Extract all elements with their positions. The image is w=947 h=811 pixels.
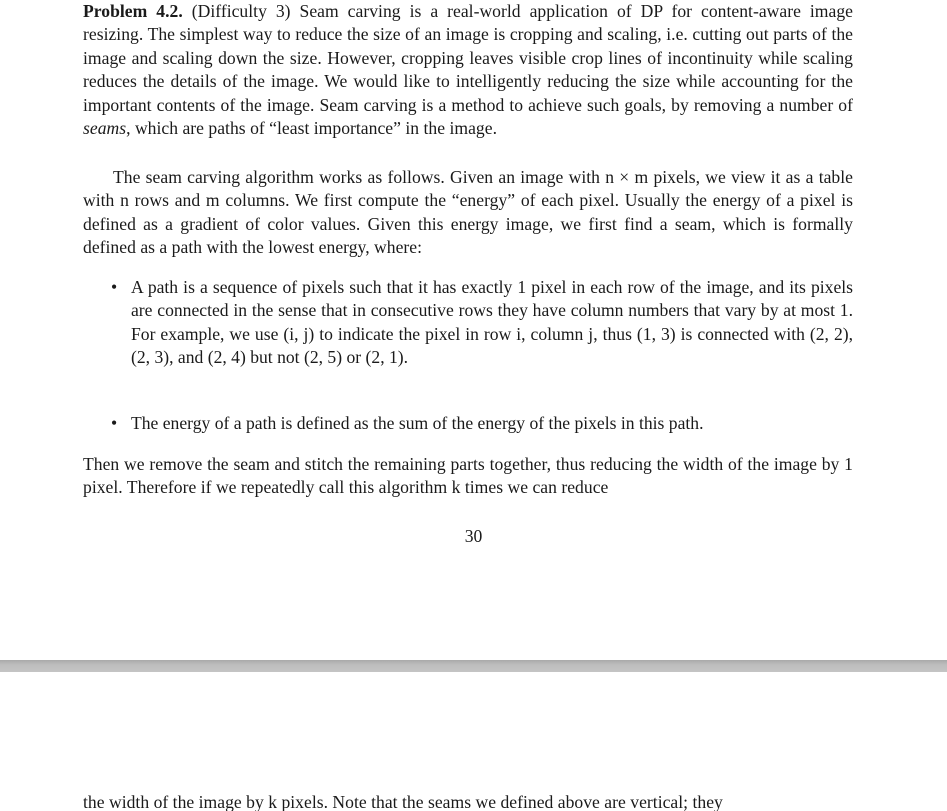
paragraph-1-end: , which are paths of “least importance” in the image. [126, 118, 497, 139]
continuation-paragraph: the width of the image by k pixels. Note that the seams we defined above are vertical; they [83, 792, 723, 811]
bullet-item-energy [83, 412, 853, 435]
paragraph-1-italic: seams [83, 118, 127, 139]
bullet-icon: • [111, 277, 118, 297]
page-separator [0, 660, 947, 672]
paragraph-1-text: (Difficulty 3) Seam carving is a real-world application of DP for content-aware image resizing. The simplest way to reduce the size of an image is cropping and scaling, i.e. cutting out parts of the image and scaling down the size. However, cropping leaves visible crop lines of incontinuity while scaling reduces the details of the image. We would like to intelligently reducing the size while accounting for the important contents of the image. Seam carving is a method to achieve such goals, by removing a number of [83, 1, 853, 115]
algorithm-paragraph: The seam carving algorithm works as follows. Given an image with n × m pixels, we view it as a table with n rows and m columns. We first compute the “energy” of each pixel. Usually the energy of a pixel is defined as a gradient of color values. Given this energy image, we first find a seam, which is formally defined as a path with the lowest energy, where: [83, 167, 853, 258]
document-page-31 [0, 672, 947, 811]
page-number: 30 [464, 526, 483, 546]
bullet-item-path [83, 276, 853, 370]
bullet-icon: • [111, 413, 118, 433]
problem-heading: Problem 4.2. [83, 1, 183, 21]
bullet-1-text: A path is a sequence of pixels such that it has exactly 1 pixel in each row of the image, and its pixels are connected in the sense that in consecutive rows they have column numbers that vary by at most 1. For example, we use (i, j) to indicate the pixel in row i, column j, thus (1, 3) is connected with (2, 2), (2, 3), and (2, 4) but not (2, 5) or (2, 1). [131, 277, 853, 368]
remove-seam-paragraph: Then we remove the seam and stitch the remaining parts together, thus reducing the width of the image by 1 pixel. Therefore if we repeatedly call this algorithm k times we can reduce [83, 454, 853, 498]
problem-paragraph [83, 0, 853, 140]
bullet-2-text: The energy of a path is defined as the sum of the energy of the pixels in this path. [131, 413, 704, 433]
